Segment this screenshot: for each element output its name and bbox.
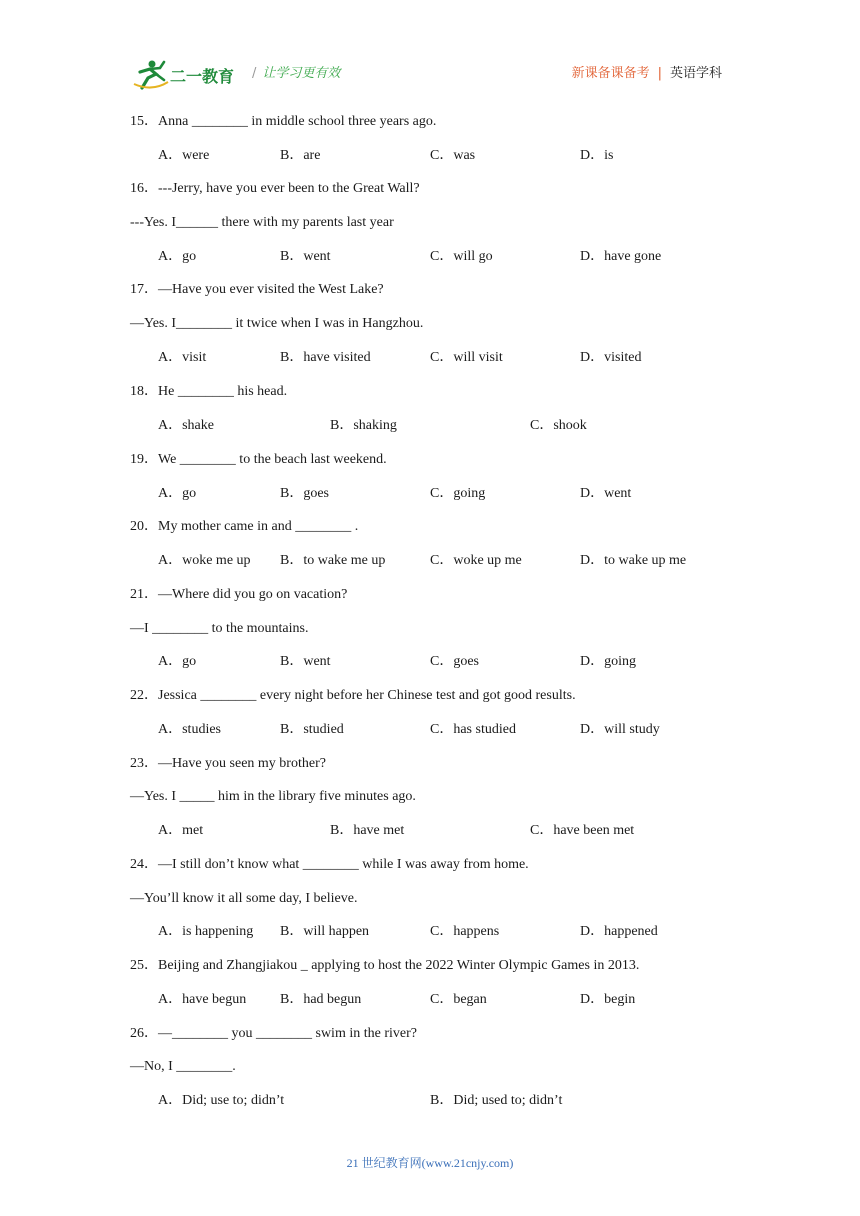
question-16-answer: ---Yes. I______ there with my parents last year [130, 215, 394, 230]
question-23-answer: —Yes. I _____ him in the library five minutes ago. [130, 789, 416, 804]
question-21: 21．—Where did you go on vacation? [130, 587, 348, 602]
question-24-answer: —You’ll know it all some day, I believe. [130, 891, 358, 906]
header-course-label: 新课备课备考 [571, 66, 650, 81]
question-24: 24．—I still don’t know what ________ while I was away from home. [130, 857, 529, 872]
option-22-c: C．has studied [430, 722, 516, 737]
question-22: 22．Jessica ________ every night before her Chinese test and got good results. [130, 688, 576, 703]
option-21-d: D．going [580, 654, 636, 669]
option-15-c: C．was [430, 148, 476, 163]
option-15-a: A．were [158, 148, 210, 163]
option-18-c: C．shook [530, 418, 587, 433]
option-17-d: D．visited [580, 350, 642, 365]
option-23-c: C．have been met [530, 823, 635, 838]
option-19-c: C．going [430, 486, 486, 501]
option-25-a: A．have begun [158, 992, 247, 1007]
header-subject [572, 62, 722, 81]
option-21-c: C．goes [430, 654, 479, 669]
option-22-a: A．studies [158, 722, 221, 737]
question-16: 16．---Jerry, have you ever been to the Great Wall? [130, 181, 420, 196]
question-17: 17．—Have you ever visited the West Lake? [130, 282, 384, 297]
option-15-d: D．is [580, 148, 614, 163]
option-16-c: C．will go [430, 249, 493, 264]
option-23-a: A．met [158, 823, 204, 838]
option-21-b: B．went [280, 654, 331, 669]
header-separator: | [657, 66, 662, 81]
option-23-b: B．have met [330, 823, 405, 838]
slogan-divider: / [252, 66, 257, 81]
option-24-d: D．happened [580, 924, 658, 939]
question-17-answer: —Yes. I________ it twice when I was in Hangzhou. [130, 316, 424, 331]
option-22-d: D．will study [580, 722, 660, 737]
logo [132, 58, 242, 90]
option-17-c: C．will visit [430, 350, 503, 365]
question-26: 26．—________ you ________ swim in the river? [130, 1026, 417, 1041]
option-22-b: B．studied [280, 722, 344, 737]
page-header [0, 0, 860, 100]
option-18-b: B．shaking [330, 418, 397, 433]
question-20: 20．My mother came in and ________ . [130, 519, 359, 534]
option-21-a: A．go [158, 654, 197, 669]
question-21-answer: —I ________ to the mountains. [130, 621, 309, 636]
option-17-b: B．have visited [280, 350, 371, 365]
option-19-d: D．went [580, 486, 632, 501]
runner-icon [134, 61, 168, 89]
option-20-c: C．woke up me [430, 553, 522, 568]
option-15-b: B．are [280, 148, 321, 163]
option-20-b: B．to wake me up [280, 553, 386, 568]
question-15: 15．Anna ________ in middle school three years ago. [130, 114, 437, 129]
question-19: 19．We ________ to the beach last weekend. [130, 452, 387, 467]
option-24-c: C．happens [430, 924, 500, 939]
option-26-a: A．Did; use to; didn’t [158, 1093, 285, 1108]
logo-text: 二一教育 [170, 67, 235, 86]
option-16-d: D．have gone [580, 249, 662, 264]
slogan-text: 让学习更有效 [262, 66, 341, 81]
option-16-b: B．went [280, 249, 331, 264]
header-subject-label: 英语学科 [669, 66, 722, 81]
option-19-a: A．go [158, 486, 197, 501]
option-25-c: C．began [430, 992, 487, 1007]
option-20-a: A．woke me up [158, 553, 251, 568]
question-23: 23．—Have you seen my brother? [130, 756, 326, 771]
option-24-a: A．is happening [158, 924, 254, 939]
option-19-b: B．goes [280, 486, 329, 501]
option-25-b: B．had begun [280, 992, 362, 1007]
option-25-d: D．begin [580, 992, 636, 1007]
question-25: 25．Beijing and Zhangjiakou _ applying to host the 2022 Winter Olympic Games in 2013. [130, 958, 640, 973]
option-26-b: B．Did; used to; didn’t [430, 1093, 563, 1108]
option-17-a: A．visit [158, 350, 207, 365]
page-footer[interactable]: 21 世纪教育网(www.21cnjy.com) [346, 1156, 514, 1170]
option-20-d: D．to wake up me [580, 553, 687, 568]
question-26-answer: —No, I ________. [130, 1059, 236, 1074]
slogan [252, 62, 340, 81]
option-18-a: A．shake [158, 418, 214, 433]
option-16-a: A．go [158, 249, 197, 264]
question-18: 18．He ________ his head. [130, 384, 288, 399]
option-24-b: B．will happen [280, 924, 370, 939]
